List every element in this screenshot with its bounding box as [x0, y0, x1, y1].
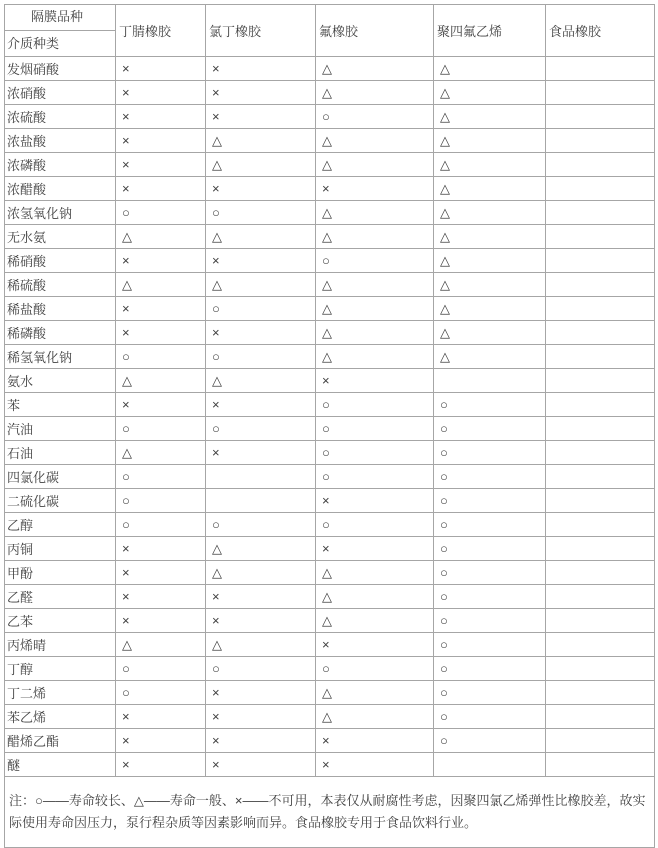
compatibility-cell: ×: [116, 729, 206, 753]
compatibility-cell: [434, 369, 546, 393]
compatibility-cell: △: [434, 153, 546, 177]
compatibility-cell: △: [434, 225, 546, 249]
compatibility-cell: ×: [316, 369, 434, 393]
compatibility-cell: △: [116, 441, 206, 465]
compatibility-cell: △: [434, 345, 546, 369]
medium-name: 稀氢氧化钠: [5, 345, 116, 369]
compatibility-cell: ○: [116, 513, 206, 537]
compatibility-cell: [546, 609, 655, 633]
column-header-nitrile-rubber: 丁腈橡胶: [116, 5, 206, 57]
compatibility-cell: ○: [434, 681, 546, 705]
compatibility-cell: [546, 513, 655, 537]
compatibility-cell: ×: [116, 321, 206, 345]
compatibility-cell: ○: [434, 489, 546, 513]
compatibility-cell: △: [316, 129, 434, 153]
compatibility-cell: △: [116, 273, 206, 297]
compatibility-cell: △: [116, 369, 206, 393]
note-row: [5, 777, 655, 848]
compatibility-cell: △: [316, 609, 434, 633]
table-row: [5, 633, 655, 657]
compatibility-cell: ○: [316, 393, 434, 417]
medium-name: 稀硝酸: [5, 249, 116, 273]
column-header-chloroprene-rubber: 氯丁橡胶: [206, 5, 316, 57]
medium-name: 苯: [5, 393, 116, 417]
compatibility-cell: [546, 417, 655, 441]
compatibility-cell: △: [316, 561, 434, 585]
compatibility-cell: ×: [116, 609, 206, 633]
compatibility-cell: ×: [316, 177, 434, 201]
medium-name: 无水氨: [5, 225, 116, 249]
compatibility-cell: ×: [206, 177, 316, 201]
compatibility-cell: [546, 465, 655, 489]
compatibility-cell: [546, 249, 655, 273]
compatibility-cell: [546, 369, 655, 393]
compatibility-cell: ○: [116, 417, 206, 441]
compatibility-cell: ×: [206, 681, 316, 705]
medium-name: 丙烯晴: [5, 633, 116, 657]
compatibility-cell: △: [434, 57, 546, 81]
compatibility-cell: ○: [206, 417, 316, 441]
compatibility-cell: ×: [116, 249, 206, 273]
compatibility-cell: ○: [206, 297, 316, 321]
compatibility-cell: [546, 753, 655, 777]
compatibility-cell: △: [316, 273, 434, 297]
table-row: [5, 81, 655, 105]
compatibility-cell: △: [116, 225, 206, 249]
compatibility-cell: ○: [116, 345, 206, 369]
compatibility-cell: ○: [434, 561, 546, 585]
compatibility-cell: ×: [116, 753, 206, 777]
compatibility-cell: △: [316, 57, 434, 81]
medium-name: 苯乙烯: [5, 705, 116, 729]
compatibility-cell: ○: [116, 657, 206, 681]
table-row: [5, 657, 655, 681]
compatibility-cell: ×: [116, 705, 206, 729]
compatibility-cell: ○: [434, 465, 546, 489]
medium-name: 乙苯: [5, 609, 116, 633]
table-row: [5, 57, 655, 81]
compatibility-cell: △: [316, 585, 434, 609]
table-row: [5, 177, 655, 201]
compatibility-cell: ×: [206, 609, 316, 633]
compatibility-cell: [546, 273, 655, 297]
table-row: [5, 393, 655, 417]
table-row: [5, 369, 655, 393]
table-row: [5, 441, 655, 465]
medium-name: 发烟硝酸: [5, 57, 116, 81]
column-header-ptfe: 聚四氟乙烯: [434, 5, 546, 57]
compatibility-cell: △: [434, 273, 546, 297]
compatibility-cell: [546, 681, 655, 705]
compatibility-cell: [546, 201, 655, 225]
medium-name: 醋烯乙酯: [5, 729, 116, 753]
compatibility-cell: △: [316, 81, 434, 105]
compatibility-cell: ○: [116, 681, 206, 705]
compatibility-cell: △: [206, 153, 316, 177]
table-row: [5, 585, 655, 609]
compatibility-cell: ○: [434, 513, 546, 537]
compatibility-cell: △: [316, 681, 434, 705]
table-row: [5, 153, 655, 177]
medium-name: 丁二烯: [5, 681, 116, 705]
membrane-compatibility-table: [4, 4, 655, 848]
medium-name: 甲酚: [5, 561, 116, 585]
table-row: [5, 105, 655, 129]
compatibility-cell: ○: [116, 489, 206, 513]
compatibility-cell: ○: [434, 657, 546, 681]
compatibility-cell: △: [316, 201, 434, 225]
compatibility-cell: △: [316, 153, 434, 177]
table-row: [5, 489, 655, 513]
compatibility-cell: ×: [316, 753, 434, 777]
compatibility-cell: △: [206, 633, 316, 657]
table-row: [5, 561, 655, 585]
medium-name: 氨水: [5, 369, 116, 393]
table-row: [5, 345, 655, 369]
compatibility-cell: ×: [116, 105, 206, 129]
compatibility-cell: ×: [206, 57, 316, 81]
compatibility-cell: [546, 657, 655, 681]
compatibility-cell: [546, 321, 655, 345]
compatibility-cell: [546, 585, 655, 609]
medium-name: 醚: [5, 753, 116, 777]
compatibility-cell: [546, 57, 655, 81]
compatibility-cell: △: [206, 561, 316, 585]
compatibility-cell: [546, 705, 655, 729]
compatibility-cell: △: [206, 129, 316, 153]
compatibility-cell: ○: [316, 441, 434, 465]
media-rows: [5, 57, 655, 777]
compatibility-cell: ×: [206, 585, 316, 609]
compatibility-cell: △: [206, 537, 316, 561]
column-header-fluororubber: 氟橡胶: [316, 5, 434, 57]
table-row: [5, 465, 655, 489]
compatibility-cell: ×: [206, 81, 316, 105]
table-header: [5, 5, 655, 57]
compatibility-cell: ○: [316, 105, 434, 129]
compatibility-cell: [546, 225, 655, 249]
compatibility-cell: ×: [116, 153, 206, 177]
medium-name: 浓氢氧化钠: [5, 201, 116, 225]
compatibility-cell: △: [434, 249, 546, 273]
compatibility-cell: ○: [206, 513, 316, 537]
compatibility-cell: [546, 81, 655, 105]
corner-header-cell: [5, 5, 116, 57]
table-row: [5, 681, 655, 705]
compatibility-cell: ○: [434, 393, 546, 417]
medium-name: 浓硝酸: [5, 81, 116, 105]
compatibility-cell: [546, 297, 655, 321]
compatibility-cell: ×: [206, 321, 316, 345]
table-row: [5, 297, 655, 321]
compatibility-cell: ○: [316, 465, 434, 489]
column-header-food-rubber: 食品橡胶: [546, 5, 655, 57]
compatibility-cell: [434, 753, 546, 777]
compatibility-cell: [546, 345, 655, 369]
compatibility-cell: △: [116, 633, 206, 657]
compatibility-cell: ○: [434, 417, 546, 441]
compatibility-cell: ○: [316, 249, 434, 273]
compatibility-cell: △: [434, 129, 546, 153]
compatibility-cell: △: [434, 81, 546, 105]
compatibility-cell: ○: [316, 657, 434, 681]
compatibility-cell: ×: [116, 81, 206, 105]
table-row: [5, 249, 655, 273]
compatibility-cell: ×: [206, 249, 316, 273]
compatibility-cell: ×: [116, 129, 206, 153]
medium-name: 四氯化碳: [5, 465, 116, 489]
compatibility-cell: [546, 177, 655, 201]
compatibility-cell: ○: [434, 441, 546, 465]
legend-note: 注：○——寿命较长、△——寿命一般、×——不可用，本表仅从耐腐性考虑，因聚四氯乙烯弹性比橡胶差，故实际使用寿命因压力，泵行程杂质等因素影响而异。食品橡胶专用于食品饮料行业。: [5, 777, 655, 848]
compatibility-cell: ×: [116, 393, 206, 417]
compatibility-cell: ×: [206, 753, 316, 777]
medium-name: 汽油: [5, 417, 116, 441]
medium-name: 浓盐酸: [5, 129, 116, 153]
compatibility-cell: ×: [316, 537, 434, 561]
medium-name: 二硫化碳: [5, 489, 116, 513]
compatibility-cell: [546, 489, 655, 513]
compatibility-cell: [546, 441, 655, 465]
compatibility-cell: ○: [206, 345, 316, 369]
compatibility-cell: [546, 729, 655, 753]
compatibility-cell: △: [434, 105, 546, 129]
compatibility-cell: ○: [316, 417, 434, 441]
compatibility-cell: ○: [206, 201, 316, 225]
compatibility-cell: ×: [116, 297, 206, 321]
compatibility-cell: ○: [434, 633, 546, 657]
compatibility-cell: [546, 129, 655, 153]
compatibility-cell: [546, 633, 655, 657]
medium-name: 稀盐酸: [5, 297, 116, 321]
medium-name: 乙醛: [5, 585, 116, 609]
compatibility-cell: ○: [116, 201, 206, 225]
compatibility-cell: △: [434, 297, 546, 321]
compatibility-cell: [546, 153, 655, 177]
compatibility-cell: ○: [316, 513, 434, 537]
compatibility-cell: ×: [316, 489, 434, 513]
table-row: [5, 705, 655, 729]
compatibility-cell: △: [316, 345, 434, 369]
medium-name: 浓磷酸: [5, 153, 116, 177]
header-row: [5, 5, 655, 57]
compatibility-cell: ×: [116, 585, 206, 609]
table-row: [5, 273, 655, 297]
medium-name: 石油: [5, 441, 116, 465]
compatibility-cell: ○: [116, 465, 206, 489]
compatibility-cell: [546, 105, 655, 129]
compatibility-cell: ×: [116, 177, 206, 201]
compatibility-cell: ○: [434, 537, 546, 561]
compatibility-cell: ×: [206, 393, 316, 417]
medium-name: 丁醇: [5, 657, 116, 681]
compatibility-cell: ×: [206, 705, 316, 729]
table-row: [5, 609, 655, 633]
compatibility-cell: ○: [434, 585, 546, 609]
compatibility-cell: △: [206, 225, 316, 249]
compatibility-cell: [546, 561, 655, 585]
table-footer: [5, 777, 655, 848]
compatibility-cell: ○: [434, 705, 546, 729]
compatibility-cell: ×: [206, 729, 316, 753]
compatibility-cell: ×: [116, 561, 206, 585]
medium-name: 浓硫酸: [5, 105, 116, 129]
table-row: [5, 321, 655, 345]
compatibility-cell: [546, 537, 655, 561]
compatibility-cell: ×: [206, 105, 316, 129]
compatibility-cell: △: [434, 177, 546, 201]
compatibility-cell: ○: [434, 609, 546, 633]
compatibility-cell: △: [316, 705, 434, 729]
table-row: [5, 201, 655, 225]
compatibility-cell: △: [316, 225, 434, 249]
compatibility-cell: △: [434, 201, 546, 225]
compatibility-cell: △: [434, 321, 546, 345]
medium-name: 浓醋酸: [5, 177, 116, 201]
compatibility-cell: △: [206, 273, 316, 297]
corner-bottom-label: 介质种类: [7, 36, 60, 51]
medium-name: 稀磷酸: [5, 321, 116, 345]
medium-name: 乙醇: [5, 513, 116, 537]
compatibility-cell: [206, 465, 316, 489]
compatibility-cell: [546, 393, 655, 417]
table-row: [5, 513, 655, 537]
table-row: [5, 417, 655, 441]
compatibility-cell: ×: [116, 57, 206, 81]
medium-name: 丙铜: [5, 537, 116, 561]
compatibility-cell: △: [316, 297, 434, 321]
table-row: [5, 129, 655, 153]
table-row: [5, 729, 655, 753]
compatibility-cell: △: [206, 369, 316, 393]
table-row: [5, 225, 655, 249]
compatibility-cell: △: [316, 321, 434, 345]
compatibility-cell: ×: [206, 441, 316, 465]
compatibility-cell: ×: [116, 537, 206, 561]
corner-top-label: 隔膜品种: [5, 5, 115, 31]
compatibility-cell: ×: [316, 729, 434, 753]
table-row: [5, 537, 655, 561]
table-row: [5, 753, 655, 777]
compatibility-cell: ○: [206, 657, 316, 681]
compatibility-cell: [206, 489, 316, 513]
compatibility-cell: ×: [316, 633, 434, 657]
medium-name: 稀硫酸: [5, 273, 116, 297]
compatibility-cell: ○: [434, 729, 546, 753]
